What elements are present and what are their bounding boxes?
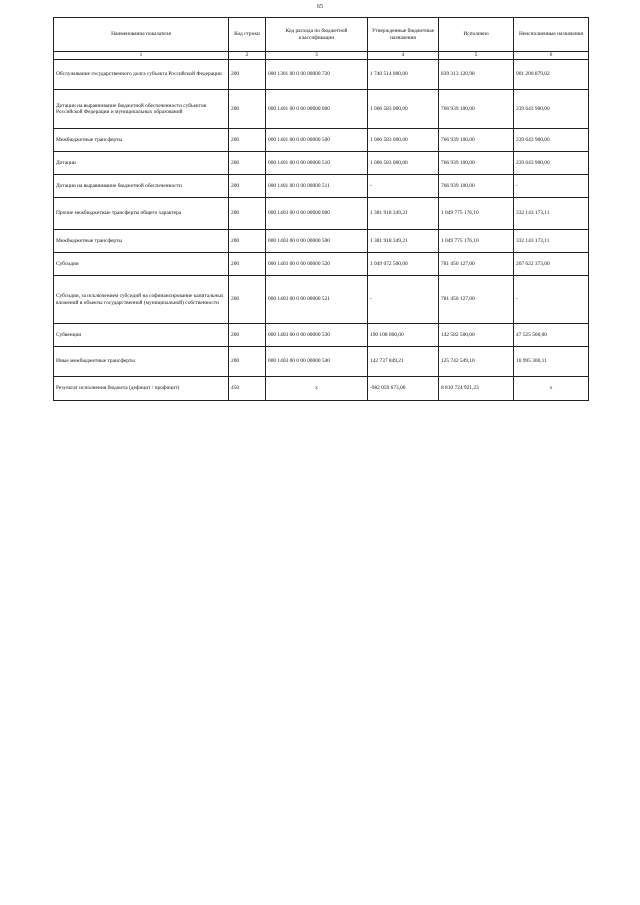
- approved-amount: 142 737 849,21: [368, 347, 439, 377]
- unexecuted-amount: 239 643 900,00: [514, 90, 589, 129]
- header-indicator-name: Наименование показателя: [54, 18, 229, 52]
- column-number: 6: [514, 52, 589, 60]
- executed-amount: 1 049 775 176,10: [439, 230, 514, 253]
- result-name: Результат исполнения бюджета (дефицит / профицит): [54, 377, 229, 401]
- executed-amount: 1 049 775 176,10: [439, 198, 514, 230]
- line-code: 200: [229, 152, 266, 175]
- indicator-name: Дотации на выравнивание бюджетной обеспеченности: [54, 175, 229, 198]
- table-row: [54, 253, 589, 276]
- approved-amount: 1 006 583 000,00: [368, 152, 439, 175]
- expense-code: 000 1401 00 0 00 00000 511: [266, 175, 368, 198]
- line-code: 200: [229, 347, 266, 377]
- line-code: 200: [229, 198, 266, 230]
- expense-code: 000 1403 00 0 00 00000 000: [266, 198, 368, 230]
- expense-code: 000 1401 00 0 00 00000 510: [266, 152, 368, 175]
- indicator-name: Обслуживание государственного долга субъекта Российской Федерации: [54, 60, 229, 90]
- result-approved: -982 059 673,00: [368, 377, 439, 401]
- expense-code: 000 1401 00 0 00 00000 000: [266, 90, 368, 129]
- result-expense-code: x: [266, 377, 368, 401]
- table-row: [54, 152, 589, 175]
- approved-amount: 1 006 583 000,00: [368, 129, 439, 152]
- header-line-code: Код строки: [229, 18, 266, 52]
- header-approved: Утвержденные бюджетные назначения: [368, 18, 439, 52]
- table-row: [54, 230, 589, 253]
- unexecuted-amount: 239 643 900,00: [514, 129, 589, 152]
- approved-amount: -: [368, 175, 439, 198]
- table-row: [54, 175, 589, 198]
- executed-amount: 766 939 100,00: [439, 90, 514, 129]
- expense-code: 000 1401 00 0 00 00000 500: [266, 129, 368, 152]
- unexecuted-amount: 332 143 173,11: [514, 198, 589, 230]
- line-code: 200: [229, 253, 266, 276]
- expense-code: 000 1301 00 0 00 00000 720: [266, 60, 368, 90]
- page-number: 65: [317, 4, 323, 10]
- result-line-code: 450: [229, 377, 266, 401]
- result-row: [54, 377, 589, 401]
- expense-code: 000 1403 00 0 00 00000 500: [266, 230, 368, 253]
- table-row: [54, 90, 589, 129]
- unexecuted-amount: -: [514, 175, 589, 198]
- unexecuted-amount: 239 643 900,00: [514, 152, 589, 175]
- line-code: 200: [229, 129, 266, 152]
- unexecuted-amount: 16 995 300,11: [514, 347, 589, 377]
- indicator-name: Субсидии: [54, 253, 229, 276]
- indicator-name: Межбюджетные трансферты: [54, 129, 229, 152]
- executed-amount: 781 450 127,00: [439, 276, 514, 324]
- executed-amount: 125 742 549,10: [439, 347, 514, 377]
- executed-amount: 766 939 100,00: [439, 175, 514, 198]
- expense-code: 000 1403 00 0 00 00000 540: [266, 347, 368, 377]
- indicator-name: Субвенции: [54, 324, 229, 347]
- executed-amount: 839 313 120,98: [439, 60, 514, 90]
- executed-amount: 142 582 500,00: [439, 324, 514, 347]
- table-row: [54, 129, 589, 152]
- approved-amount: 1 049 072 500,00: [368, 253, 439, 276]
- table-row: [54, 347, 589, 377]
- unexecuted-amount: 332 143 173,11: [514, 230, 589, 253]
- indicator-name: Дотации: [54, 152, 229, 175]
- table-row: [54, 198, 589, 230]
- line-code: 200: [229, 324, 266, 347]
- indicator-name: Прочие межбюджетные трансферты общего характера: [54, 198, 229, 230]
- column-number: 1: [54, 52, 229, 60]
- indicator-name: Дотации на выравнивание бюджетной обеспеченности субъектов Российской Федерации и муниципальных образований: [54, 90, 229, 129]
- line-code: 200: [229, 276, 266, 324]
- result-executed: 8 810 724 921,23: [439, 377, 514, 401]
- table-row: [54, 276, 589, 324]
- approved-amount: -: [368, 276, 439, 324]
- header-executed: Исполнено: [439, 18, 514, 52]
- approved-amount: 1 381 918 349,21: [368, 198, 439, 230]
- table-row: [54, 60, 589, 90]
- header-expense-code: Код расхода по бюджетной классификации: [266, 18, 368, 52]
- column-number: 4: [368, 52, 439, 60]
- column-number: 3: [266, 52, 368, 60]
- executed-amount: 766 939 100,00: [439, 129, 514, 152]
- approved-amount: 1 006 583 000,00: [368, 90, 439, 129]
- table-row: [54, 324, 589, 347]
- unexecuted-amount: 267 622 373,00: [514, 253, 589, 276]
- indicator-name: Иные межбюджетные трансферты: [54, 347, 229, 377]
- column-number-row: [54, 52, 589, 60]
- line-code: 200: [229, 175, 266, 198]
- expense-code: 000 1403 00 0 00 00000 521: [266, 276, 368, 324]
- line-code: 200: [229, 60, 266, 90]
- column-number: 2: [229, 52, 266, 60]
- line-code: 200: [229, 90, 266, 129]
- unexecuted-amount: 47 525 500,00: [514, 324, 589, 347]
- executed-amount: 766 939 100,00: [439, 152, 514, 175]
- expense-code: 000 1403 00 0 00 00000 530: [266, 324, 368, 347]
- unexecuted-amount: 901 200 879,02: [514, 60, 589, 90]
- header-unexecuted: Неисполненные назначения: [514, 18, 589, 52]
- executed-amount: 781 450 127,00: [439, 253, 514, 276]
- table-header-row: [54, 18, 589, 52]
- indicator-name: Межбюджетные трансферты: [54, 230, 229, 253]
- column-number: 5: [439, 52, 514, 60]
- approved-amount: 1 381 918 349,21: [368, 230, 439, 253]
- budget-execution-table: [53, 17, 589, 401]
- expense-code: 000 1403 00 0 00 00000 520: [266, 253, 368, 276]
- approved-amount: 1 740 514 000,00: [368, 60, 439, 90]
- line-code: 200: [229, 230, 266, 253]
- unexecuted-amount: -: [514, 276, 589, 324]
- indicator-name: Субсидии, за исключением субсидий на софинансирование капитальных вложений в объекты государственной (муниципальной) собственности: [54, 276, 229, 324]
- result-unexecuted: x: [514, 377, 589, 401]
- approved-amount: 190 108 000,00: [368, 324, 439, 347]
